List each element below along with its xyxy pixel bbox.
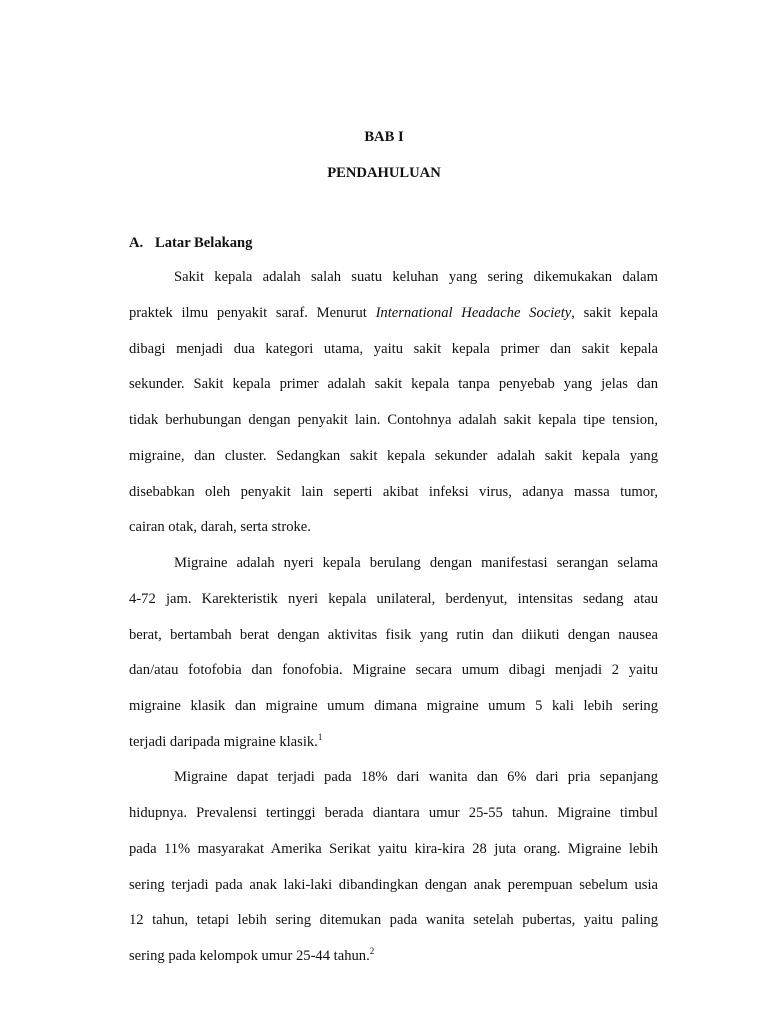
paragraph1-line (129, 303, 658, 323)
paragraph3-line: 12 tahun, tetapi lebih sering ditemukan pada wanita setelah pubertas, yaitu paling (129, 912, 658, 928)
paragraph3-line: Migraine dapat terjadi pada 18% dari wanita dan 6% dari pria sepanjang (174, 769, 658, 785)
paragraph3-line (129, 946, 658, 966)
paragraph1-line: Sakit kepala adalah salah suatu keluhan yang sering dikemukakan dalam (174, 269, 658, 285)
text-span: sering pada kelompok umur 25-44 tahun. (129, 948, 370, 964)
paragraph1-line: dibagi menjadi dua kategori utama, yaitu sakit kepala primer dan sakit kepala (129, 341, 658, 357)
paragraph2-line (129, 732, 658, 752)
section-number: A. (129, 235, 144, 251)
chapter-title: PENDAHULUAN (327, 165, 441, 181)
paragraph1-line: cairan otak, darah, serta stroke. (129, 519, 311, 535)
paragraph3-line: sering terjadi pada anak laki-laki dibandingkan dengan anak perempuan sebelum usia (129, 877, 658, 893)
chapter-number: BAB I (364, 129, 404, 145)
paragraph2-line: Migraine adalah nyeri kepala berulang dengan manifestasi serangan selama (174, 555, 658, 571)
section-title: Latar Belakang (155, 235, 253, 251)
footnote-reference: 1 (317, 732, 323, 742)
paragraph2-line: 4-72 jam. Karekteristik nyeri kepala unilateral, berdenyut, intensitas sedang atau (129, 591, 658, 607)
text-span: praktek ilmu penyakit saraf. Menurut (129, 305, 376, 321)
footnote-reference: 2 (369, 946, 375, 956)
text-span: , sakit kepala (571, 305, 659, 321)
paragraph3-line: pada 11% masyarakat Amerika Serikat yaitu kira-kira 28 juta orang. Migraine lebih (129, 841, 658, 857)
italic-term: International Headache Society (375, 305, 572, 321)
paragraph1-line: migraine, dan cluster. Sedangkan sakit kepala sekunder adalah sakit kepala yang (129, 448, 658, 464)
paragraph1-line: sekunder. Sakit kepala primer adalah sakit kepala tanpa penyebab yang jelas dan (129, 376, 658, 392)
paragraph1-line: disebabkan oleh penyakit lain seperti akibat infeksi virus, adanya massa tumor, (129, 484, 658, 500)
paragraph2-line: berat, bertambah berat dengan aktivitas fisik yang rutin dan diikuti dengan nausea (129, 627, 658, 643)
paragraph1-line: tidak berhubungan dengan penyakit lain. Contohnya adalah sakit kepala tipe tension, (129, 412, 658, 428)
section-heading (129, 234, 252, 252)
paragraph3-line: hidupnya. Prevalensi tertinggi berada diantara umur 25-55 tahun. Migraine timbul (129, 805, 658, 821)
paragraph2-line: migraine klasik dan migraine umum dimana migraine umum 5 kali lebih sering (129, 698, 658, 714)
paragraph2-line: dan/atau fotofobia dan fonofobia. Migraine secara umum dibagi menjadi 2 yaitu (129, 662, 658, 678)
text-span: terjadi daripada migraine klasik. (129, 734, 318, 750)
